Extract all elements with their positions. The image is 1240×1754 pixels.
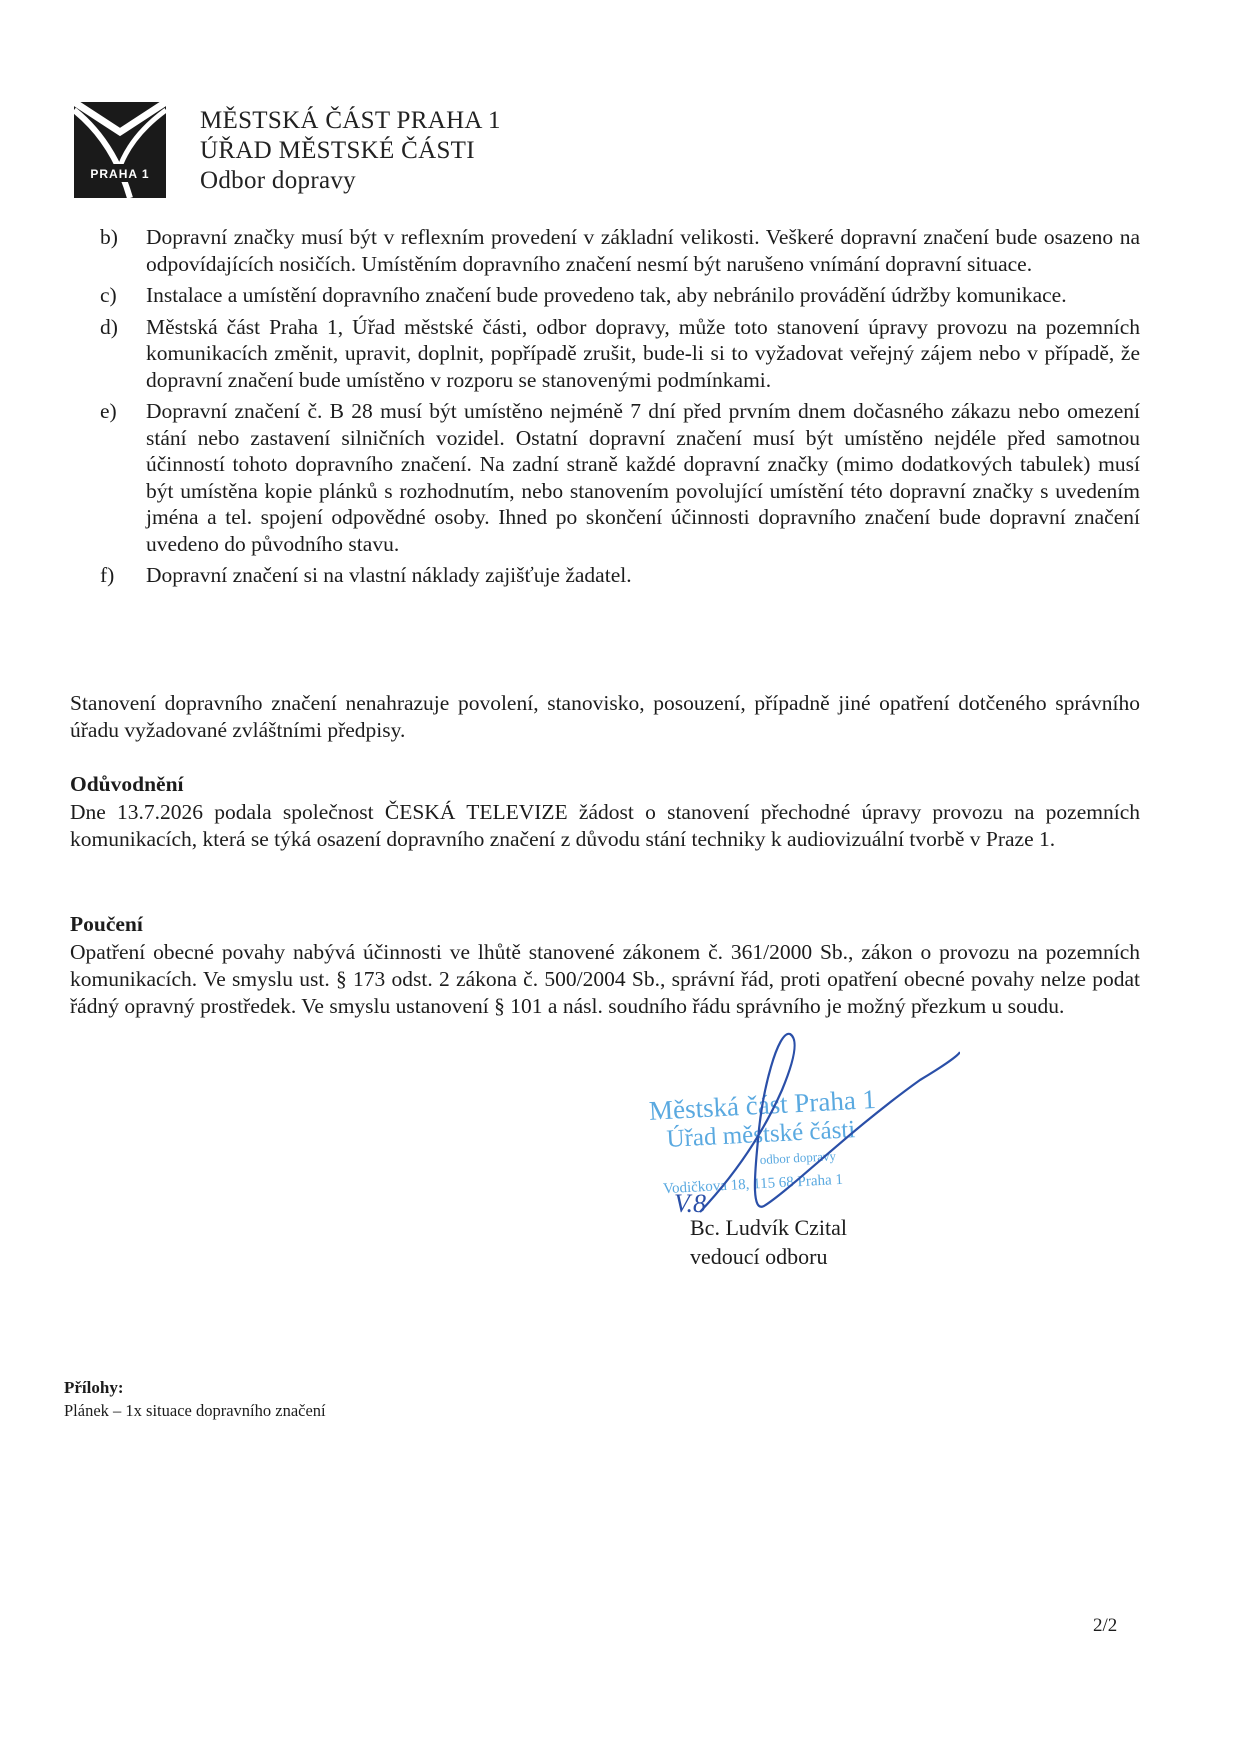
condition-text: Instalace a umístění dopravního značení bude provedeno tak, aby nebránilo provádění údržby komunikace. bbox=[146, 283, 1067, 307]
signer-block bbox=[690, 1213, 847, 1271]
logo-text: PRAHA 1 bbox=[90, 167, 150, 181]
stamp-initials: V.8 bbox=[674, 1189, 707, 1218]
condition-text: Dopravní značky musí být v reflexním provedení v základní velikosti. Veškeré dopravní značení bude osazeno na odpovídajících nosičích. Umístěním dopravního značení nesmí být narušeno vnímání dopravní situace. bbox=[146, 225, 1140, 276]
condition-item bbox=[100, 562, 1140, 589]
justification-heading: Odůvodnění bbox=[70, 772, 184, 796]
condition-text: Dopravní značení si na vlastní náklady zajišťuje žadatel. bbox=[146, 563, 632, 587]
attachments-title: Přílohy: bbox=[64, 1378, 124, 1397]
stamp-line-2: Úřad městské části bbox=[665, 1116, 856, 1153]
condition-text: Městská část Praha 1, Úřad městské části, odbor dopravy, může toto stanovení úpravy provozu na pozemních komunikacích změnit, upravit, doplnit, popřípadě zrušit, bude-li si to vyžadovat veřejný zájem nebo v případě, že dopravní značení bude umístěno v rozporu se stanovenými podmínkami. bbox=[146, 314, 1140, 392]
header-line-2: ÚŘAD MĚSTSKÉ ČÁSTI bbox=[200, 137, 475, 164]
condition-item bbox=[100, 282, 1140, 309]
conditions-list bbox=[100, 224, 1140, 594]
condition-letter: e) bbox=[100, 399, 117, 423]
condition-item bbox=[100, 398, 1140, 557]
office-header bbox=[200, 106, 501, 196]
instruction-text: Opatření obecné povahy nabývá účinnosti ve lhůtě stanovené zákonem č. 361/2000 Sb., zákon o provozu na pozemních komunikacích. Ve smyslu ust. § 173 odst. 2 zákona č. 500/2004 Sb., správní řád, proti opatření obecné povahy nelze podat řádný opravný prostředek. Ve smyslu ustanovení § 101 a násl. soudního řádu správního je možný přezkum u soudu. bbox=[70, 940, 1140, 1018]
condition-item bbox=[100, 224, 1140, 277]
signer-name: Bc. Ludvík Czital bbox=[690, 1215, 848, 1240]
condition-text: Dopravní značení č. B 28 musí být umístěno nejméně 7 dní před prvním dnem dočasného zákazu nebo omezení stání nebo zastavení silničních vozidel. Ostatní dopravní značení musí být umístěno nejdéle před samotnou účinností tohoto dopravního značení. Na zadní straně každé dopravní značky (mimo dodatkových tabulek) musí být umístěna kopie plánků s rozhodnutím, nebo stanovením povolující umístění této dopravní značky s uvedením jména a tel. spojení odpovědné osoby. Ihned po skončení účinnosti dopravního značení bude dopravní značení uvedeno do původního stavu. bbox=[146, 399, 1140, 556]
header-line-1: MĚSTSKÁ ČÁST PRAHA 1 bbox=[200, 107, 501, 134]
signer-role: vedoucí odboru bbox=[690, 1244, 828, 1269]
attachment-item: Plánek – 1x situace dopravního značení bbox=[64, 1401, 326, 1420]
instruction-heading: Poučení bbox=[70, 912, 143, 936]
condition-letter: c) bbox=[100, 283, 117, 307]
condition-letter: f) bbox=[100, 563, 115, 587]
condition-letter: d) bbox=[100, 314, 118, 339]
praha1-logo-icon bbox=[74, 102, 166, 198]
stamp-line-4: Vodičkova 18, 115 68 Praha 1 bbox=[662, 1171, 844, 1198]
header-line-3: Odbor dopravy bbox=[200, 167, 356, 194]
page-number: 2/2 bbox=[1093, 1615, 1118, 1636]
condition-letter: b) bbox=[100, 225, 118, 249]
official-stamp bbox=[640, 1030, 960, 1220]
justification-text: Dne 13.7.2026 podala společnost ČESKÁ TELEVIZE žádost o stanovení přechodné úpravy provozu na pozemních komunikacích, která se týká osazení dopravního značení z důvodu stání techniky k audiovizuální tvorbě v Praze 1. bbox=[70, 800, 1140, 851]
stamp-line-1: Městská část Praha 1 bbox=[648, 1084, 877, 1126]
stamp-line-3: odbor dopravy bbox=[759, 1148, 837, 1168]
condition-item bbox=[100, 314, 1140, 394]
legal-note: Stanovení dopravního značení nenahrazuje povolení, stanovisko, posouzení, případně jiné opatření dotčeného správního úřadu vyžadované zvláštními předpisy. bbox=[70, 691, 1140, 742]
